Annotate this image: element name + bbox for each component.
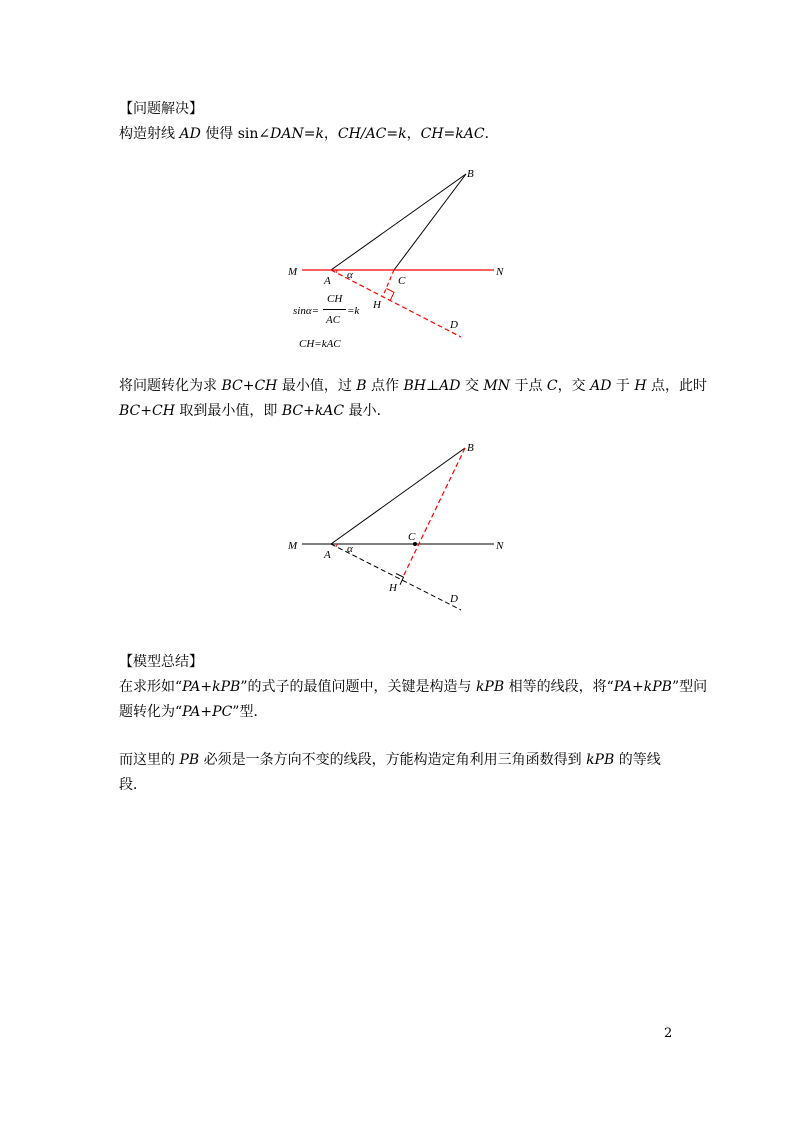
label-M: M [288,266,298,278]
label-alpha: α [347,543,353,555]
formula-prefix: sinα= [293,305,320,317]
page-number: 2 [664,1026,673,1041]
section-heading-problem-solving: 【问题解决】 [119,101,203,117]
label-N: N [496,540,504,552]
label-C: C [398,275,406,287]
formula-numerator: CH [327,293,343,305]
label-C: C [408,531,416,543]
label-D: D [450,593,458,605]
segment-BH [403,448,465,577]
summary-p1-line-1: 在求形如“PA+kPB”的式子的最值问题中，关键是构造与 kPB 相等的线段，将“PA+kPB”型问 [119,679,708,695]
label-A: A [324,275,331,287]
label-N: N [496,266,504,278]
formula-line2: CH=kAC [299,338,341,350]
label-H: H [373,299,381,311]
intro-line: 构造射线 AD 使得 sin∠DAN=k，CH/AC=k，CH=kAC． [119,126,499,142]
right-angle-marker [396,574,404,585]
label-B: B [467,442,474,454]
label-A: A [324,549,331,561]
label-H: H [389,582,397,594]
summary-p2-line-1: 而这里的 PB 必须是一条方向不变的线段，方能构造定角利用三角函数得到 kPB 的等线 [119,752,661,768]
formula-denominator: AC [326,314,341,326]
summary-p2-line-2: 段． [119,777,147,793]
label-B: B [467,168,474,180]
line-AB [331,448,465,544]
label-M: M [288,540,298,552]
label-D: D [450,319,458,331]
section-heading-model-summary: 【模型总结】 [119,654,203,670]
label-alpha: α [347,269,353,281]
transform-line-1: 将问题转化为求 BC+CH 最小值，过 B 点作 BH⊥AD 交 MN 于点 C，交 AD 于 H 点，此时 [119,378,707,394]
formula-suffix: =k [347,305,360,317]
summary-p1-line-2: 题转化为“PA+PC”型． [119,704,268,720]
transform-line-2: BC+CH 取到最小值，即 BC+kAC 最小． [119,403,391,419]
